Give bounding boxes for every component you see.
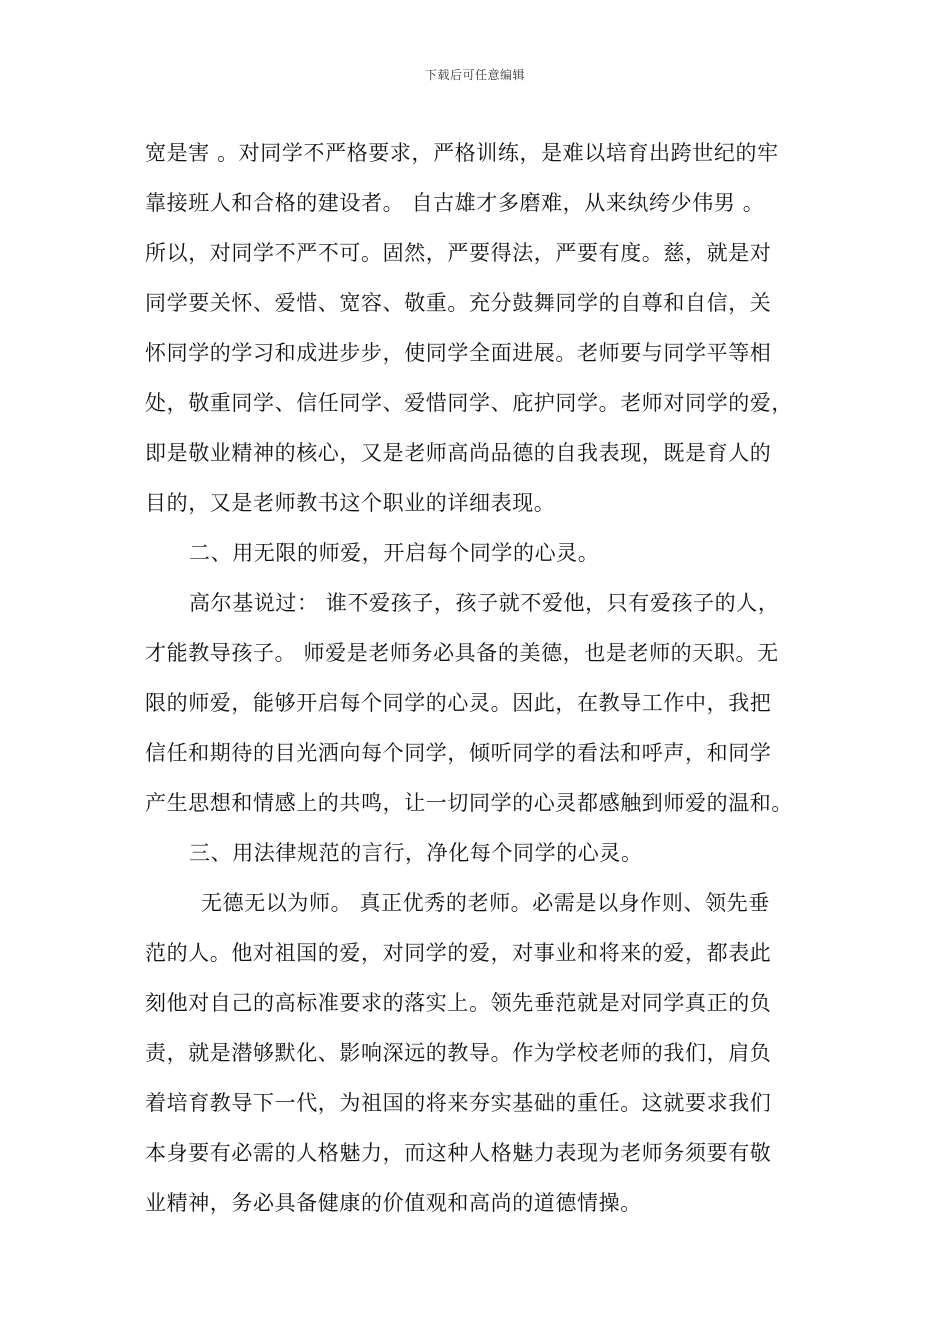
text-line: 怀同学的学习和成进步步，使同学全面进展。老师要与同学平等相 xyxy=(145,341,772,365)
text-line: 所以，对同学不严不可。固然，严要得法，严要有度。慈，就是对 xyxy=(145,241,772,265)
section-heading: 三、用法律规范的言行，净化每个同学的心灵。 xyxy=(189,841,643,865)
text-line: 靠接班人和合格的建设者。 自古雄才多磨难，从来纨绔少伟男 。 xyxy=(145,191,765,215)
text-line: 即是敬业精神的核心，又是老师高尚品德的自我表现，既是育人的 xyxy=(145,441,772,465)
text-line: 同学要关怀、爱惜、宽容、敬重。充分鼓舞同学的自尊和自信，关 xyxy=(145,291,772,315)
document-body xyxy=(145,128,825,1228)
text-line: 目的，又是老师教书这个职业的详细表现。 xyxy=(145,491,556,515)
text-line: 高尔基说过： 谁不爱孩子，孩子就不爱他，只有爱孩子的人， xyxy=(189,591,780,615)
text-line: 刻他对自己的高标准要求的落实上。领先垂范就是对同学真正的负 xyxy=(145,991,772,1015)
text-line: 业精神，务必具备健康的价值观和高尚的道德情操。 xyxy=(145,1191,642,1215)
page-header: 下载后可任意编辑 xyxy=(424,68,525,82)
text-line: 本身要有必需的人格魅力，而这种人格魅力表现为老师务须要有敬 xyxy=(145,1141,772,1165)
text-line: 才能教导孩子。 师爱是老师务必具备的美德，也是老师的天职。无 xyxy=(145,641,779,665)
text-line: 着培育教导下一代，为祖国的将来夯实基础的重任。这就要求我们 xyxy=(145,1091,772,1115)
text-line: 宽是害 。对同学不严格要求，严格训练，是难以培育出跨世纪的牢 xyxy=(145,141,779,165)
text-line: 无德无以为师。 真正优秀的老师。必需是以身作则、领先垂 xyxy=(201,891,770,915)
text-line: 限的师爱，能够开启每个同学的心灵。因此，在教导工作中，我把 xyxy=(145,691,772,715)
text-line: 范的人。他对祖国的爱，对同学的爱，对事业和将来的爱，都表此 xyxy=(145,941,772,965)
text-line: 责，就是潜够默化、影响深远的教导。作为学校老师的我们，肩负 xyxy=(145,1041,772,1065)
section-heading: 二、用无限的师爱，开启每个同学的心灵。 xyxy=(189,541,600,565)
text-line: 信任和期待的目光洒向每个同学，倾听同学的看法和呼声，和同学 xyxy=(145,741,772,765)
text-line: 产生思想和情感上的共鸣，让一切同学的心灵都感触到师爱的温和。 xyxy=(145,791,793,815)
text-line: 处，敬重同学、信任同学、爱惜同学、庇护同学。老师对同学的爱， xyxy=(145,391,793,415)
